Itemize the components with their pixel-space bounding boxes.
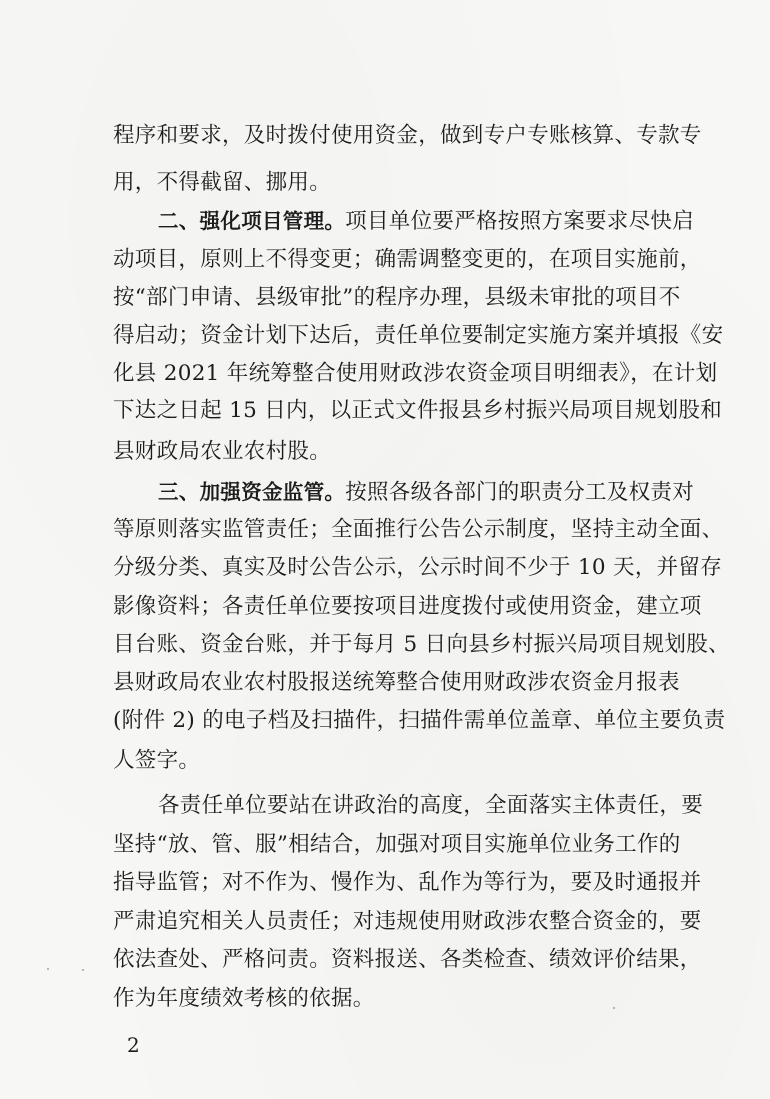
- body-line: 各责任单位要站在讲政治的高度，全面落实主体责任，要: [158, 793, 704, 818]
- body-line: 程序和要求，及时拨付使用资金，做到专户专账核算、专款专: [113, 123, 702, 148]
- body-line: 影像资料；各责任单位要按项目进度拨付或使用资金，建立项: [113, 594, 702, 619]
- page-number: 2: [127, 1033, 140, 1057]
- body-line: 县财政局农业农村股报送统筹整合使用财政涉农资金月报表: [113, 670, 680, 695]
- body-line: 目台账、资金台账，并于每月 5 日向县乡村振兴局项目规划股、: [113, 632, 730, 657]
- scan-speck: [613, 1007, 615, 1009]
- body-line: 严肃追究相关人员责任；对违规使用财政涉农整合资金的，要: [113, 909, 702, 934]
- body-line: 化县 2021 年统筹整合使用财政涉农资金项目明细表》，在计划: [113, 361, 718, 386]
- section-heading: 三、加强资金监管。: [158, 480, 346, 504]
- body-line: 动项目，原则上不得变更；确需调整变更的，在项目实施前，: [113, 247, 702, 272]
- body-line: 县财政局农业农村股。: [113, 439, 332, 464]
- body-text: 按照各级各部门的职责分工及权责对: [345, 480, 695, 505]
- body-line: 得启动；资金计划下达后，责任单位要制定实施方案并填报《安: [113, 323, 724, 348]
- body-line: 人签字。: [113, 748, 201, 773]
- body-line: (附件 2) 的电子档及扫描件，扫描件需单位盖章、单位主要负责: [113, 708, 726, 733]
- scan-speck: [47, 968, 49, 970]
- section-heading: 二、强化项目管理。: [158, 209, 346, 233]
- scan-speck: [82, 969, 84, 971]
- body-line: 坚持“放、管、服”相结合，加强对项目实施单位业务工作的: [113, 832, 681, 857]
- body-line: 分级分类、真实及时公告公示，公示时间不少于 10 天，并留存: [113, 555, 723, 580]
- body-line: 按“部门申请、县级审批”的程序办理，县级未审批的项目不: [113, 285, 681, 310]
- body-text: 项目单位要严格按照方案要求尽快启: [345, 209, 695, 234]
- body-line: 等原则落实监管责任；全面推行公告公示制度，坚持主动全面、: [113, 517, 724, 542]
- body-line: 依法查处、严格问责。资料报送、各类检查、绩效评价结果，: [113, 947, 702, 972]
- body-line: 指导监管；对不作为、慢作为、乱作为等行为，要及时通报并: [113, 870, 702, 895]
- body-line: 用，不得截留、挪用。: [113, 170, 332, 195]
- body-line: 作为年度绩效考核的依据。: [113, 986, 375, 1011]
- section-paragraph-first-line: [158, 477, 694, 508]
- body-line: 下达之日起 15 日内，以正式文件报县乡村振兴局项目规划股和: [113, 398, 723, 423]
- section-paragraph-first-line: [158, 206, 694, 237]
